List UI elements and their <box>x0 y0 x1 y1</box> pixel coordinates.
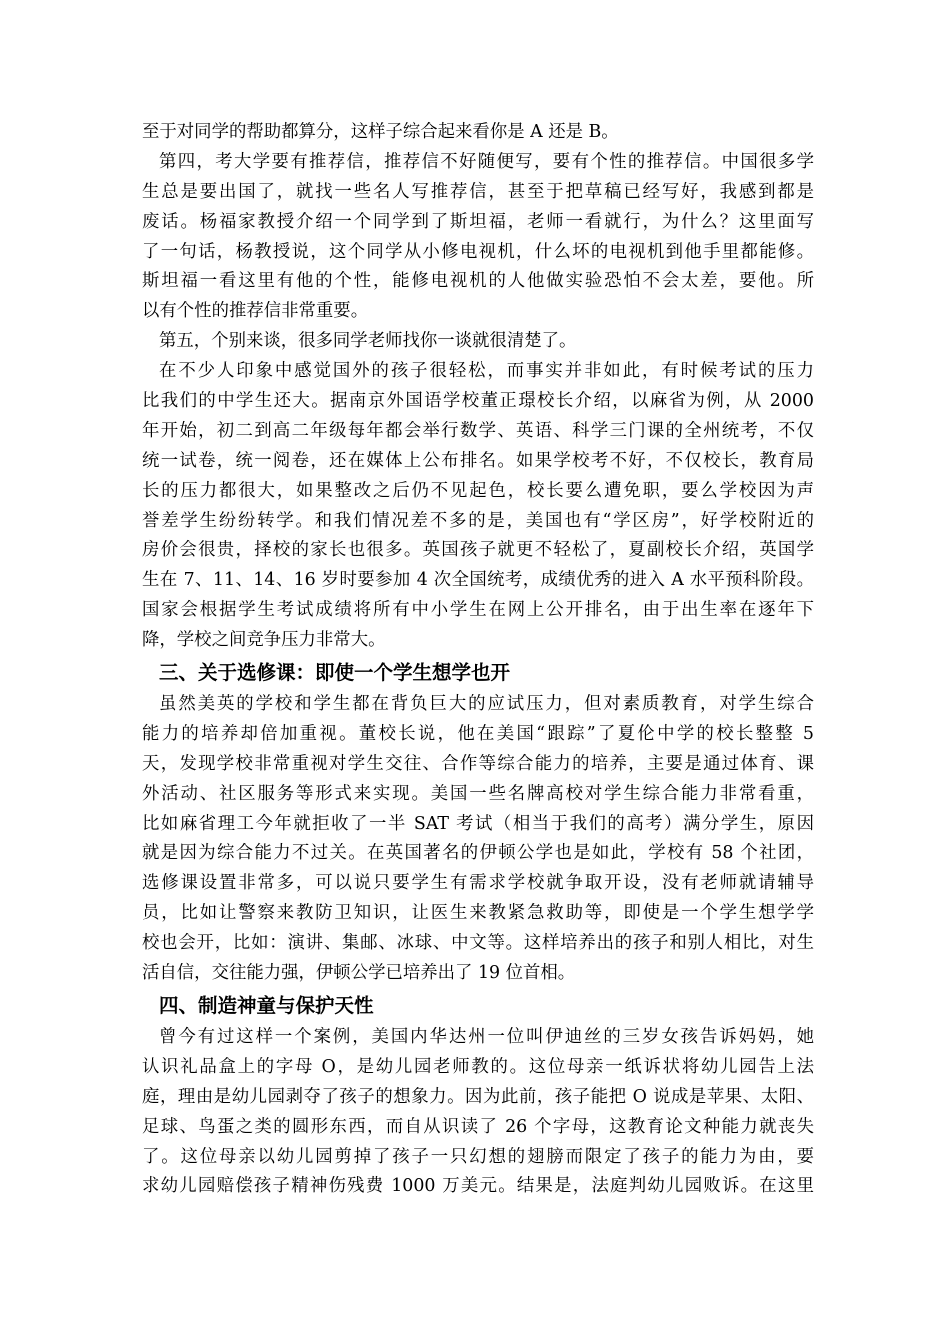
paragraph-line: 生总是要出国了，就找一些名人写推荐信，甚至于把草稿已经写好，我感到都是 <box>142 181 814 202</box>
paragraph-line: 足球、鸟蛋之类的圆形东西，而自从识读了 26 个字母，这教育论文种能力就丧失 <box>142 1116 814 1137</box>
paragraph-line: 能力的培养却倍加重视。董校长说，他在美国“跟踪”了夏伦中学的校长整整 5 <box>142 723 814 744</box>
paragraph-line: 校也会开，比如：演讲、集邮、冰球、中文等。这样培养出的孩子和别人相比，对生 <box>142 933 814 954</box>
paragraph-line: 第五，个别来谈，很多同学老师找你一谈就很清楚了。 <box>159 331 577 352</box>
paragraph-line: 求幼儿园赔偿孩子精神伤残费 1000 万美元。结果是，法庭判幼儿园败诉。在这里 <box>142 1176 814 1197</box>
paragraph-line: 庭，理由是幼儿园剥夺了孩子的想象力。因为此前，孩子能把 O 说成是苹果、太阳、 <box>142 1086 814 1107</box>
paragraph-line: 就是因为综合能力不过关。在英国著名的伊顿公学也是如此，学校有 58 个社团， <box>142 843 814 864</box>
paragraph-line: 生在 7、11、14、16 岁时要参加 4 次全国统考，成绩优秀的进入 A 水平预科阶段。 <box>142 570 814 591</box>
paragraph-line: 活自信，交往能力强，伊顿公学已培养出了 19 位首相。 <box>142 963 576 984</box>
paragraph-line: 以有个性的推荐信非常重要。 <box>142 301 369 322</box>
paragraph-line: 统一试卷，统一阅卷，还在媒体上公布排名。如果学校考不好，不仅校长，教育局 <box>142 450 814 471</box>
paragraph-line: 誉差学生纷纷转学。和我们情况差不多的是，美国也有“学区房”，好学校附近的 <box>142 510 814 531</box>
paragraph-line: 虽然美英的学校和学生都在背负巨大的应试压力，但对素质教育，对学生综合 <box>159 694 814 715</box>
paragraph-line: 了。这位母亲以幼儿园剪掉了孩子一只幻想的翅膀而限定了孩子的能力为由，要 <box>142 1146 814 1167</box>
paragraph-line: 降，学校之间竞争压力非常大。 <box>142 630 386 651</box>
paragraph-line: 在不少人印象中感觉国外的孩子很轻松，而事实并非如此，有时候考试的压力 <box>159 361 814 382</box>
section-heading: 三、关于选修课：即使一个学生想学也开 <box>159 661 511 685</box>
paragraph-line: 年开始，初二到高二年级每年都会举行数学、英语、科学三门课的全州统考，不仅 <box>142 420 814 441</box>
paragraph-line: 长的压力都很大，如果整改之后仍不见起色，校长要么遭免职，要么学校因为声 <box>142 480 814 501</box>
paragraph-line: 曾今有过这样一个案例，美国内华达州一位叫伊迪丝的三岁女孩告诉妈妈，她 <box>159 1026 814 1047</box>
paragraph-line: 国家会根据学生考试成绩将所有中小学生在网上公开排名，由于出生率在逐年下 <box>142 600 814 621</box>
paragraph-line: 比我们的中学生还大。据南京外国语学校董正璟校长介绍，以麻省为例，从 2000 <box>142 391 814 412</box>
paragraph-line: 了一句话，杨教授说，这个同学从小修电视机，什么坏的电视机到他手里都能修。 <box>142 241 814 262</box>
paragraph-line: 斯坦福一看这里有他的个性，能修电视机的人他做实验恐怕不会太差，要他。所 <box>142 271 814 292</box>
section-heading: 四、制造神童与保护天性 <box>159 993 374 1017</box>
paragraph-line: 第四，考大学要有推荐信，推荐信不好随便写，要有个性的推荐信。中国很多学 <box>159 151 814 172</box>
document-page <box>142 118 814 1202</box>
paragraph-line: 废话。杨福家教授介绍一个同学到了斯坦福，老师一看就行，为什么？这里面写 <box>142 211 814 232</box>
paragraph-line: 外活动、社区服务等形式来实现。美国一些名牌高校对学生综合能力非常看重， <box>142 783 814 804</box>
paragraph-line: 选修课设置非常多，可以说只要学生有需求学校就争取开设，没有老师就请辅导 <box>142 873 814 894</box>
paragraph-line: 天，发现学校非常重视对学生交往、合作等综合能力的培养，主要是通过体育、课 <box>142 753 814 774</box>
paragraph-line: 认识礼品盒上的字母 O，是幼儿园老师教的。这位母亲一纸诉状将幼儿园告上法 <box>142 1056 814 1077</box>
paragraph-line: 比如麻省理工今年就拒收了一半 SAT 考试（相当于我们的高考）满分学生，原因 <box>142 813 814 834</box>
paragraph-line: 房价会很贵，择校的家长也很多。英国孩子就更不轻松了，夏副校长介绍，英国学 <box>142 540 814 561</box>
paragraph-line: 员，比如让警察来教防卫知识，让医生来教紧急救助等，即使是一个学生想学学 <box>142 903 814 924</box>
paragraph-line: 至于对同学的帮助都算分，这样子综合起来看你是 A 还是 B。 <box>142 122 619 142</box>
